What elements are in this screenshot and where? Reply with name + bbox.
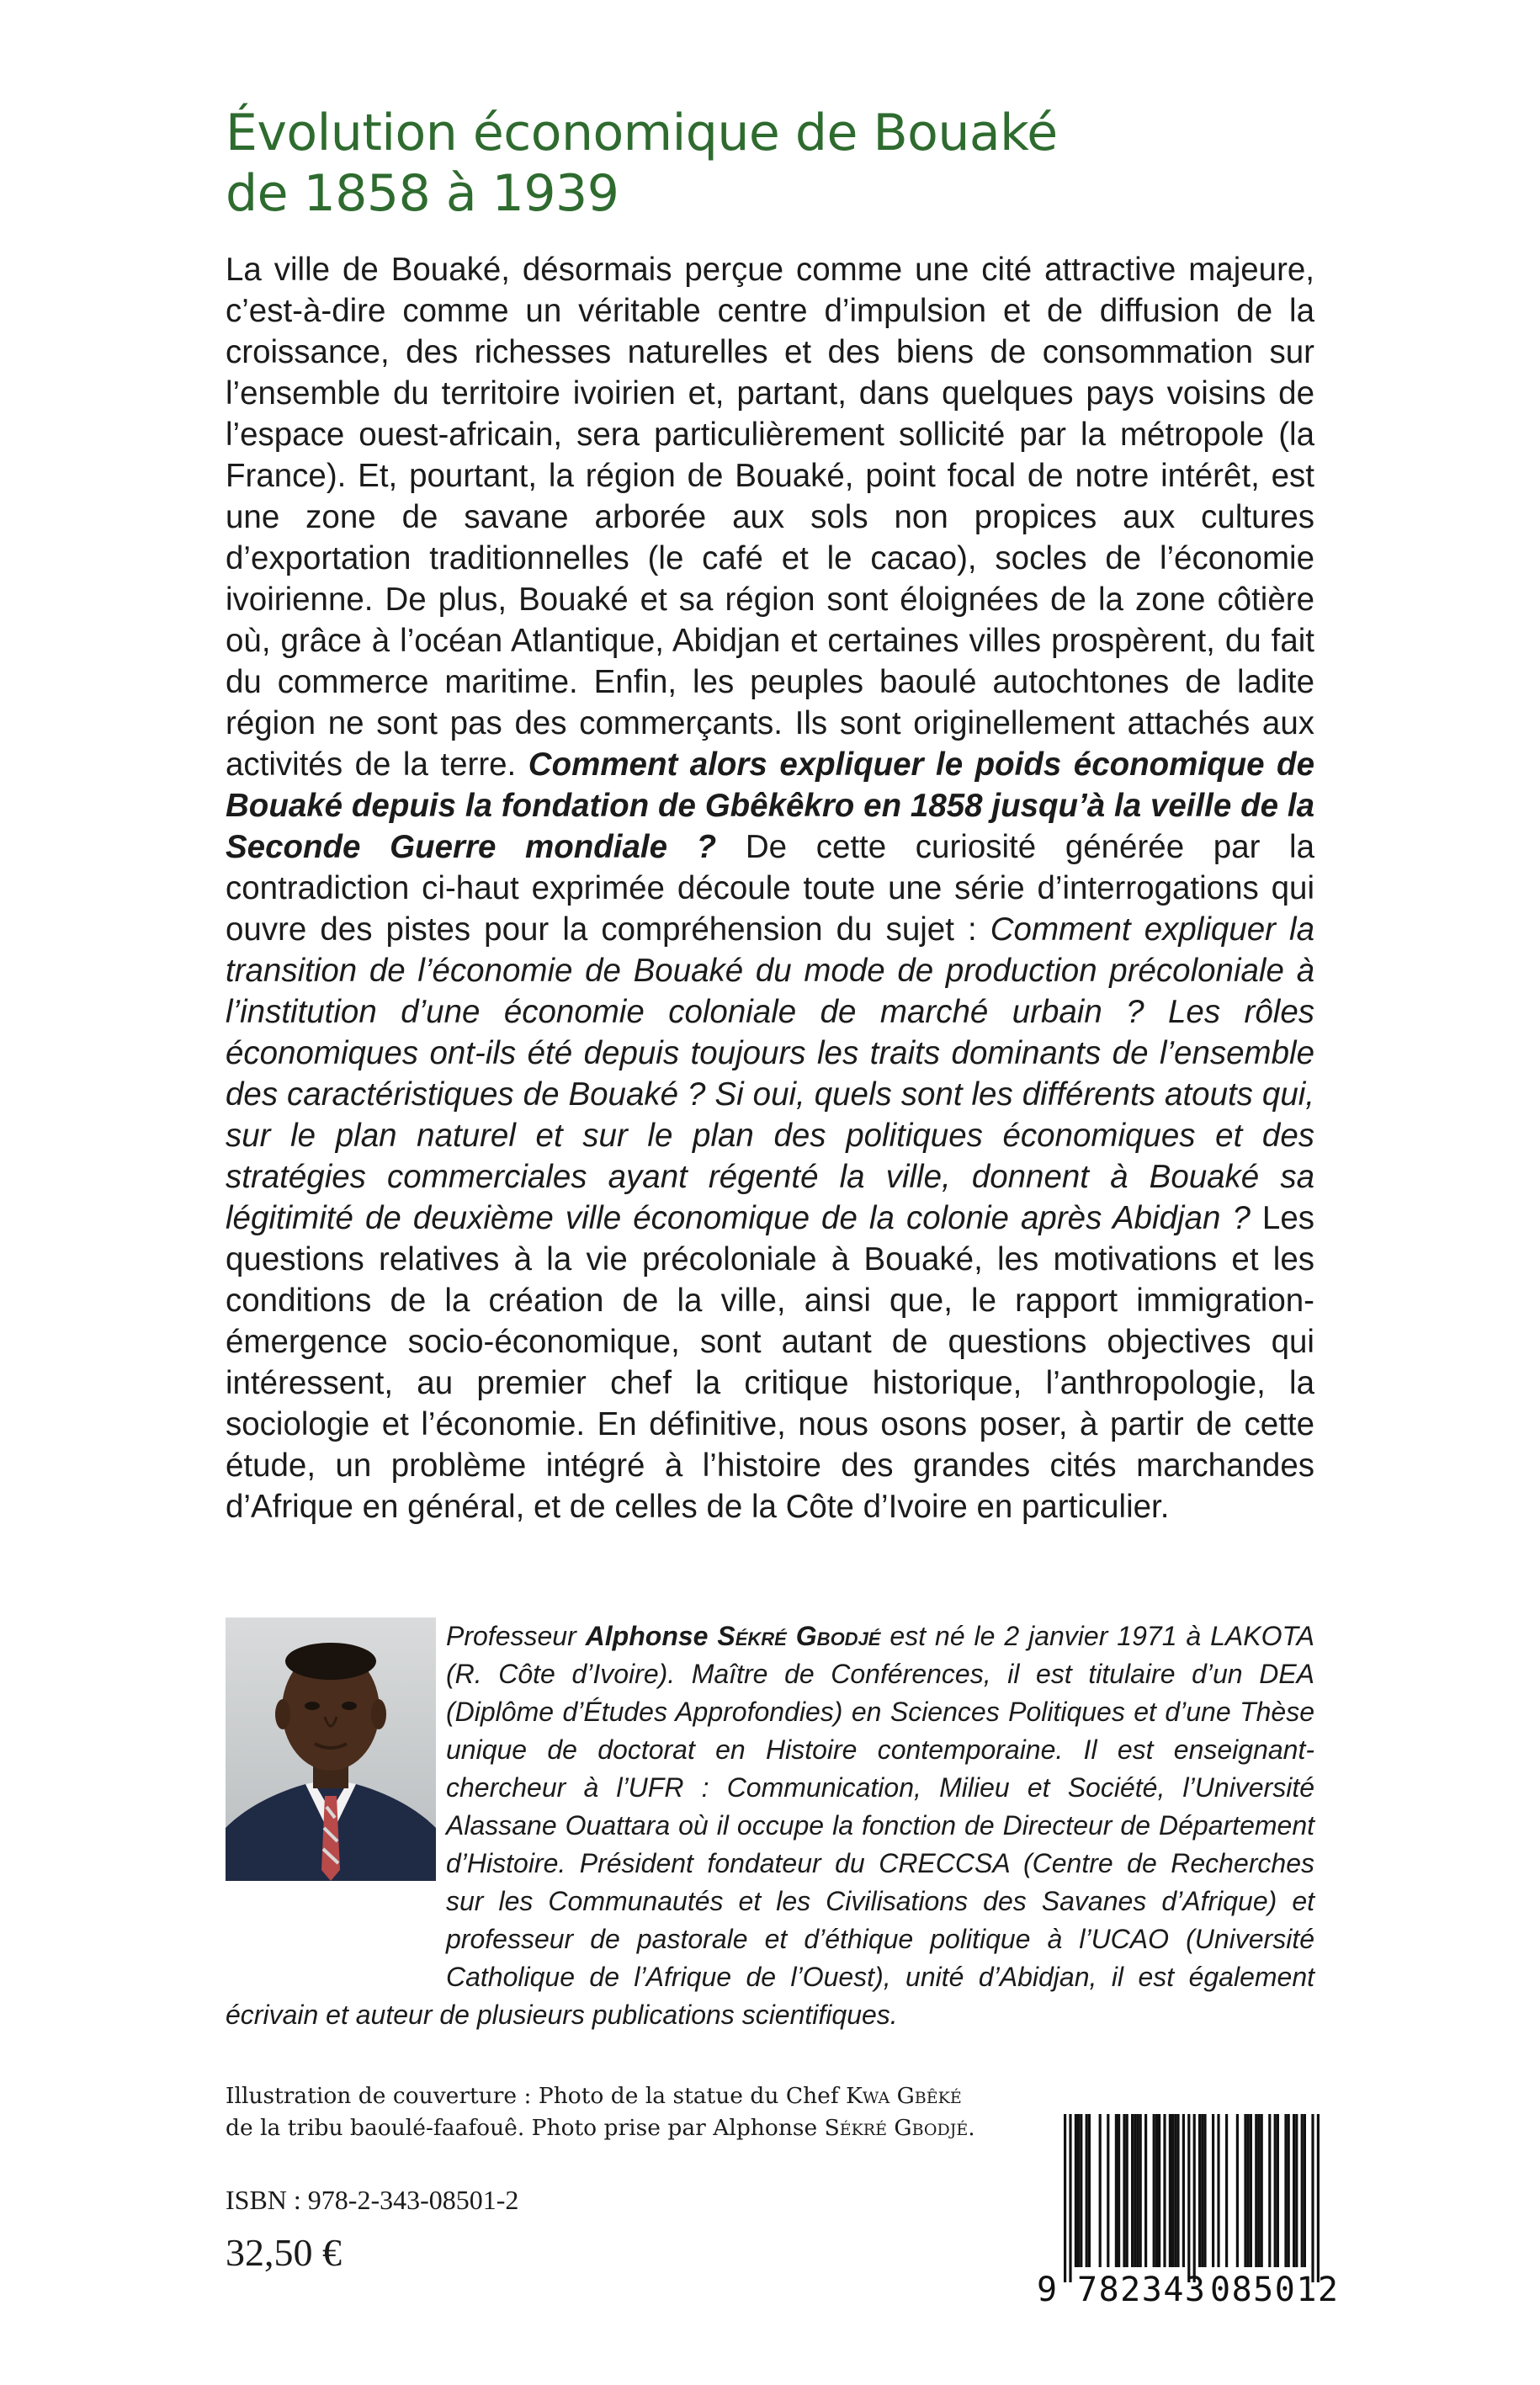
author-last-name: Sékré Gbodjé (717, 1621, 881, 1651)
barcode-bar (1304, 2114, 1306, 2267)
barcode-bar (1225, 2114, 1228, 2267)
barcode-bar (1136, 2114, 1139, 2267)
barcode-bar (1187, 2114, 1190, 2282)
summary-part-2: De cette curiosité générée par la contradiction ci-haut exprimée découle toute une série d’interrogations qui ouvre des pistes pour la compréhension du sujet : (226, 829, 1315, 948)
barcode-bar (1217, 2114, 1219, 2267)
summary-question-bold: Comment alors expliquer le poids économique de Bouaké depuis la fondation de Gbêkêkro en 1858 jusqu’à la veille de la Seconde Guerre mondiale ? (226, 746, 1314, 865)
barcode-digit-first: 9 (1037, 2271, 1058, 2306)
barcode-bar (1069, 2114, 1071, 2282)
credit-photographer: Sékré Gbodjé (824, 2115, 969, 2141)
barcode-bar (1169, 2114, 1171, 2267)
barcode-bar (1134, 2114, 1136, 2267)
barcode-bar (1274, 2114, 1277, 2267)
bio-text: est né le 2 janvier 1971 à LAKOTA (R. Côte d’Ivoire). Maître de Conférences, il est titulaire d’un DEA (Diplôme d’Études Approfondies) en Sciences Politiques et d’une Thèse unique de doctorat en Histoire contemporaine. Il est enseignant-chercheur à l’UFR : Communication, Milieu et Société, l’Université Alassane Ouattara où il occupe la fonction de Directeur de Département d’Histoire. Président fondateur du CRECCSA (Centre de Recherches sur les Communautés et les Civilisations des Savanes d’Afrique) et professeur de pastorale et d’éthique politique à l’UCAO (Université Catholique de l’Afrique de l’Ouest), unité d’Abidjan, il est également écrivain et auteur de plusieurs publications scientifiques. (226, 1621, 1315, 2030)
barcode-bar (1293, 2114, 1295, 2267)
barcode-digits-right: 085012 (1210, 2271, 1340, 2306)
cover-credit (226, 2080, 1017, 2144)
barcode-digits-left: 782343 (1077, 2271, 1207, 2306)
barcode-bar (1250, 2114, 1252, 2267)
barcode-bar (1288, 2114, 1290, 2267)
barcode (1033, 2111, 1353, 2306)
barcode-bar (1088, 2114, 1091, 2267)
barcode-bar (1236, 2114, 1239, 2267)
barcode-bar (1107, 2114, 1109, 2267)
barcode-bar (1247, 2114, 1250, 2267)
summary-part-1: La ville de Bouaké, désormais perçue comme une cité attractive majeure, c’est-à-dire comme un véritable centre d’impulsion et de diffusion de la croissance, des richesses naturelles et des biens de consommation sur l’ensemble du territoire ivoirien et, partant, dans quelques pays voisins de l’espace ouest-africain, sera particulièrement sollicité par la métropole (la France). Et, pourtant, la région de Bouaké, point focal de notre intérêt, est une zone de savane arborée aux sols non propices aux cultures d’exportation traditionnelles (le café et le cacao), socles de l’économie ivoirienne. De plus, Bouaké et sa région sont éloignées de la zone côtière où, grâce à l’océan Atlantique, Abidjan et certaines villes prospèrent, du fait du commerce maritime. Enfin, les peuples baoulé autochtones de ladite région ne sont pas des commerçants. Ils sont originellement attachés aux activités de la terre. (226, 252, 1314, 783)
author-bio (226, 1617, 1314, 2034)
barcode-bar (1115, 2114, 1118, 2267)
isbn: ISBN : 978-2-343-08501-2 (226, 2185, 519, 2215)
title-line-2: de 1858 à 1939 (226, 164, 619, 223)
title-line-1: Évolution économique de Bouaké (226, 104, 1058, 162)
price: 32,50 € (226, 2231, 342, 2274)
summary-questions-italic: Comment expliquer la transition de l’économie de Bouaké du mode de production précoloniale à l’institution d’une économie coloniale de marché urbain ? Les rôles économiques ont-ils été depuis toujours les traits dominants de l’ensemble des caractéristiques de Bouaké ? Si oui, quels sont les différents atouts qui, sur le plan naturel et sur le plan des politiques économiques et des stratégies commerciales ayant régenté la ville, donnent à Bouaké sa légitimité de deuxième ville économique de la colonie après Abidjan ? (226, 911, 1314, 1236)
barcode-bar (1171, 2114, 1174, 2267)
barcode-bar (1193, 2114, 1196, 2282)
barcode-bar (1176, 2114, 1179, 2267)
barcode-bar (1153, 2114, 1155, 2267)
barcode-bar (1301, 2114, 1304, 2267)
barcode-bar (1277, 2114, 1279, 2267)
barcode-bar (1311, 2114, 1314, 2282)
barcode-bar (1174, 2114, 1176, 2267)
barcode-bar (1080, 2114, 1082, 2267)
barcode-bar (1212, 2114, 1214, 2267)
credit-part-2: de la tribu baoulé-faafouê. Photo prise par Alphonse (226, 2115, 825, 2141)
barcode-bar (1099, 2114, 1102, 2267)
barcode-bar (1077, 2114, 1080, 2267)
barcode-bar (1158, 2114, 1160, 2267)
barcode-bar (1317, 2114, 1320, 2282)
barcode-image (1033, 2111, 1353, 2306)
bio-photo-spacer (226, 1617, 446, 1996)
barcode-bar (1203, 2114, 1206, 2267)
barcode-bar (1086, 2114, 1088, 2267)
barcode-bar (1123, 2114, 1125, 2267)
barcode-bar (1139, 2114, 1142, 2267)
barcode-bar (1261, 2114, 1263, 2267)
barcode-bar (1144, 2114, 1147, 2267)
barcode-bar (1155, 2114, 1158, 2267)
barcode-bar (1257, 2114, 1260, 2267)
summary-part-3: Les questions relatives à la vie précoloniale à Bouaké, les motivations et les conditions de la création de la ville, ainsi que, le rapport immigration-émergence socio-économique, sont autant de questions objectives qui intéressent, au premier chef la critique historique, l’anthropologie, la sociologie et l’économie. En définitive, nous osons poser, à partir de cette étude, un problème intégré à l’histoire des grandes cités marchandes d’Afrique en général, et de celles de la Côte d’Ivoire en particulier. (226, 1200, 1314, 1525)
barcode-bar (1295, 2114, 1298, 2267)
credit-chief-name: Kwa Gbêké (846, 2083, 962, 2109)
barcode-bar (1075, 2114, 1077, 2267)
barcode-bar (1244, 2114, 1246, 2267)
book-title (226, 103, 1404, 224)
barcode-bar (1126, 2114, 1128, 2267)
barcode-bar (1284, 2114, 1287, 2267)
bio-prefix: Professeur (446, 1621, 586, 1651)
barcode-bar (1163, 2114, 1166, 2267)
barcode-bar (1118, 2114, 1120, 2267)
author-first-name: Alphonse (585, 1621, 718, 1651)
summary-text (226, 249, 1314, 1527)
barcode-bar (1198, 2114, 1201, 2267)
barcode-bar (1064, 2114, 1066, 2282)
barcode-bar (1131, 2114, 1134, 2267)
credit-part-3: . (968, 2115, 975, 2141)
barcode-bar (1255, 2114, 1257, 2267)
credit-part-1: Illustration de couverture : Photo de la statue du Chef (226, 2083, 847, 2109)
barcode-bar (1182, 2114, 1185, 2267)
barcode-bar (1201, 2114, 1203, 2267)
barcode-bar (1268, 2114, 1271, 2267)
